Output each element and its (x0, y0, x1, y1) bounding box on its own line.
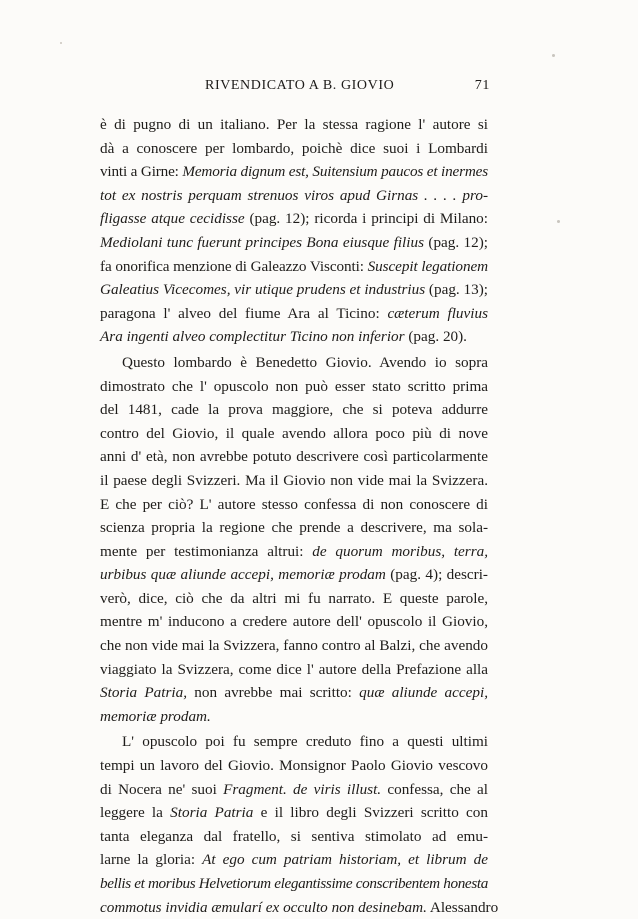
roman-run: leggere la (100, 804, 171, 822)
text-line (100, 255, 488, 279)
line-content (100, 896, 498, 919)
line-content (100, 801, 488, 825)
line-content (100, 325, 467, 349)
page-speck (552, 54, 555, 57)
line-content (100, 754, 488, 778)
line-content (100, 278, 488, 302)
roman-run: Questo lombardo è Benedetto Giovio. Avendo io sopra (122, 353, 488, 371)
line-content (100, 705, 211, 729)
text-line (100, 398, 488, 422)
italic-run: Fragment. de viris illust. (223, 780, 382, 798)
text-line (100, 278, 488, 302)
roman-run: è di pugno di un italiano. Per la stessa ragione l' autore si (100, 116, 488, 133)
italic-run: quæ aliunde accepi, (359, 684, 488, 702)
roman-run: fa onorifica menzione di Galeazzo Visconti: (100, 257, 368, 275)
roman-run: L' opuscolo poi fu sempre creduto fino a questi ultimi (122, 733, 488, 751)
line-content (100, 255, 488, 279)
italic-run: Ara ingenti alveo complectitur Ticino non inferior (100, 328, 405, 346)
text-line (100, 587, 488, 611)
line-content (100, 587, 488, 611)
line-content (100, 610, 488, 634)
text-line (100, 351, 488, 375)
text-line (100, 896, 499, 919)
roman-run: confessa, che al (381, 780, 488, 798)
line-content (100, 231, 488, 255)
italic-run: fligasse atque cecidisse (100, 210, 245, 228)
line-content (100, 469, 488, 493)
text-line (100, 778, 488, 802)
line-content (100, 681, 488, 705)
italic-run: commotus invidia æmularí ex occulto non desinebam. (100, 898, 427, 916)
text-line (100, 302, 488, 326)
text-line (100, 754, 488, 778)
line-content (100, 375, 488, 399)
italic-run: Storia Patria, (100, 684, 188, 702)
italic-run: Suscepit legationem (367, 257, 488, 275)
roman-run: (pag. 20). (404, 328, 467, 346)
text-line (100, 137, 488, 161)
line-content (100, 113, 488, 137)
roman-run: di Nocera ne' suoi (100, 780, 224, 798)
text-line (100, 848, 488, 872)
line-content (100, 207, 488, 231)
page-speck (557, 220, 560, 223)
text-line (100, 113, 488, 137)
text-line (100, 681, 488, 705)
text-line (100, 516, 488, 540)
italic-run: Galeatius Vicecomes, vir utique prudens et industrius (100, 281, 426, 299)
line-content (100, 540, 488, 564)
line-content (122, 351, 488, 375)
text-line (100, 422, 488, 446)
text-line (100, 634, 488, 658)
line-content (100, 493, 488, 517)
text-line (100, 375, 488, 399)
roman-run: dimostrato che l' opuscolo non può esser stato scritto prima (100, 377, 488, 395)
italic-run: bellis et moribus Helvetiorum elegantissime conscribentem honesta (100, 875, 488, 892)
line-content (100, 137, 488, 161)
text-line (100, 563, 488, 587)
line-content (100, 302, 488, 326)
roman-run: anni d' età, non avrebbe potuto descrivere così particolarmente (100, 448, 488, 466)
line-content (100, 634, 488, 658)
text-line (100, 705, 488, 729)
italic-run: Memoria dignum est, Suitensium paucos et inermes (182, 163, 488, 181)
text-line (100, 658, 488, 682)
roman-run: e il libro degli Svizzeri scritto con (253, 804, 488, 822)
roman-run: mentre m' inducono a credere autore dell' opuscolo il Giovio, (100, 613, 488, 631)
text-line (100, 730, 488, 754)
line-content (100, 445, 488, 469)
line-content (100, 778, 488, 802)
roman-run: del 1481, cade la prova maggiore, che si poteva addurre (100, 401, 488, 419)
roman-run: E che per ciò? L' autore stesso confessa di non conoscere di (100, 495, 488, 513)
line-content (100, 516, 488, 540)
running-header (100, 78, 490, 100)
roman-run: dà a conoscere per lombardo, poichè dice suoi i Lombardi (100, 139, 488, 157)
roman-run: viaggiato la Svizzera, come dice l' autore della Prefazione alla (100, 660, 488, 678)
text-line (100, 872, 488, 896)
text-line (100, 184, 488, 208)
text-line (100, 469, 488, 493)
roman-run: che non vide mai la Svizzera, fanno contro al Balzi, che avendo (100, 637, 488, 655)
text-line (100, 493, 488, 517)
line-content (100, 398, 488, 422)
roman-run: paragona l' alveo del fiume Ara al Ticino: (100, 304, 388, 322)
text-line (100, 540, 488, 564)
text-line (100, 825, 488, 849)
italic-run: cæterum fluvius (387, 304, 488, 322)
roman-run: il paese degli Svizzeri. Ma il Giovio non vide mai la Svizzera. (100, 471, 488, 489)
italic-run: memoriæ prodam. (100, 707, 211, 725)
italic-run: de quorum moribus, terra, (312, 542, 488, 560)
text-line (100, 231, 488, 255)
italic-run: tot ex nostris perquam strenuos viros apud Girnas . . . . pro- (100, 186, 488, 204)
roman-run: vinti a Girne: (100, 163, 183, 181)
roman-run: tanta eleganza dal fratello, si sentiva stimolato ad emu- (100, 827, 488, 845)
italic-run: Mediolani tunc fuerunt principes Bona eiusque filius (100, 233, 425, 251)
line-content (100, 825, 488, 849)
roman-run: contro del Giovio, il quale avendo allora poco più di nove (100, 424, 488, 442)
text-line (100, 445, 488, 469)
line-content (100, 563, 488, 587)
text-line (100, 325, 488, 349)
roman-run: tempi un lavoro del Giovio. Monsignor Paolo Giovio vescovo (100, 757, 488, 775)
line-content (100, 160, 488, 184)
roman-run: mente per testimonianza altrui: (100, 542, 313, 560)
text-line (100, 610, 488, 634)
roman-run: Alessandro (426, 898, 499, 916)
text-line (100, 160, 488, 184)
roman-run: non avrebbe mai scritto: (187, 684, 360, 702)
roman-run: (pag. 4); descri- (385, 566, 488, 584)
italic-run: urbibus quæ aliunde accepi, memoriæ prodam (100, 566, 386, 584)
roman-run: verò, dice, ciò che da altri mi fu narrato. E queste parole, (100, 589, 488, 607)
line-content (100, 848, 488, 872)
body-text (100, 113, 499, 919)
roman-run: (pag. 12); (424, 233, 488, 251)
roman-run: (pag. 13); (425, 281, 489, 299)
roman-run: scienza propria la regione che prende a descrivere, ma sola- (100, 519, 488, 537)
page-number: 71 (474, 78, 490, 93)
roman-run: (pag. 12); ricorda i principi di Milano: (244, 210, 488, 228)
italic-run: Storia Patria (170, 804, 254, 822)
line-content (100, 872, 488, 896)
line-content (100, 658, 488, 682)
italic-run: At ego cum patriam historiam, et librum de (202, 851, 488, 869)
text-line (100, 801, 488, 825)
line-content (100, 422, 488, 446)
running-title: RIVENDICATO A B. GIOVIO (205, 78, 395, 93)
roman-run: larne la gloria: (100, 851, 203, 869)
page-speck (60, 42, 62, 44)
line-content (122, 730, 488, 754)
text-line (100, 207, 488, 231)
line-content (100, 184, 488, 208)
